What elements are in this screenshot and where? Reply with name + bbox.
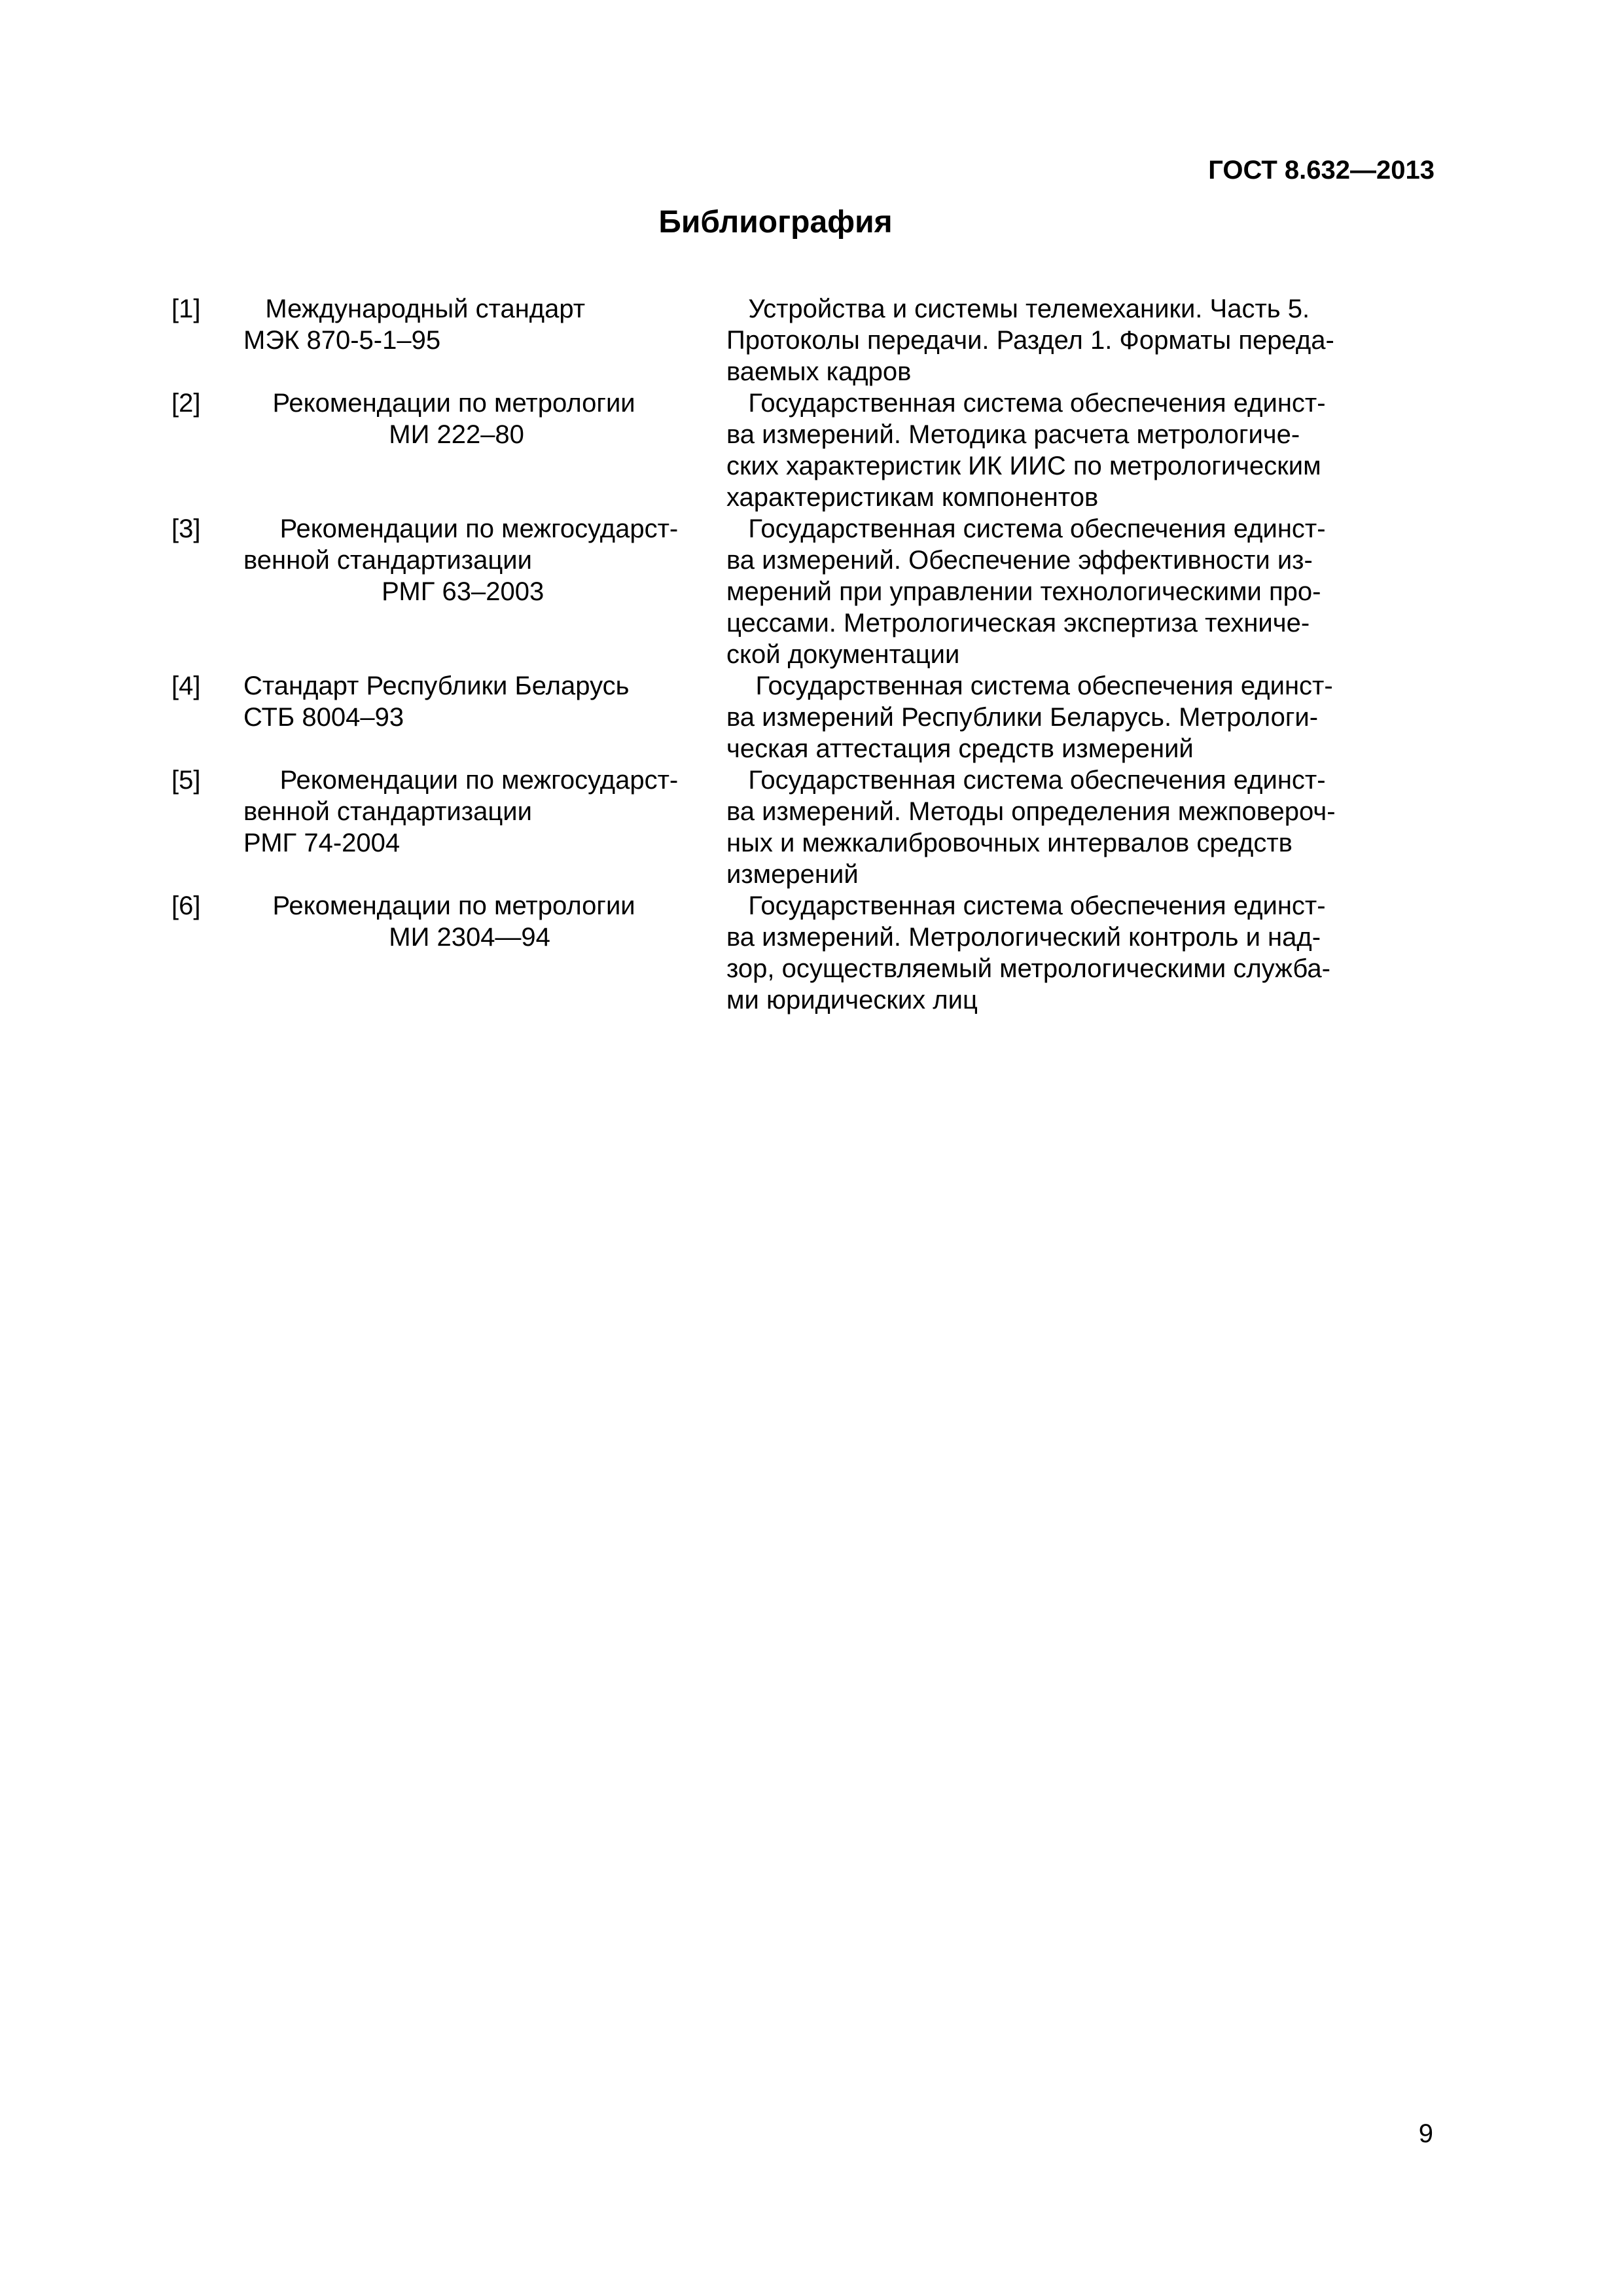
description-line: ва измерений. Методика расчета метрологиче- bbox=[726, 420, 1300, 449]
description-line: измерений bbox=[726, 860, 859, 889]
page-number: 9 bbox=[1418, 2119, 1433, 2148]
entry-number: [3] bbox=[171, 514, 201, 543]
reference-line: РМГ 63–2003 bbox=[243, 577, 544, 606]
reference-line: Рекомендации по метрологии bbox=[243, 891, 635, 920]
reference-line: Международный стандарт bbox=[243, 295, 586, 323]
description-line: Государственная система обеспечения единст- bbox=[726, 766, 1326, 795]
reference-line: РМГ 74-2004 bbox=[243, 829, 401, 857]
reference-line: МИ 222–80 bbox=[243, 420, 524, 449]
entry-number: [1] bbox=[171, 295, 201, 323]
entry-number: [4] bbox=[171, 672, 201, 700]
description-line: Устройства и системы телемеханики. Часть 5. bbox=[726, 295, 1310, 323]
description-line: характеристикам компонентов bbox=[726, 483, 1099, 512]
entry-reference bbox=[243, 764, 806, 859]
entry-reference bbox=[243, 890, 806, 953]
reference-line: СТБ 8004–93 bbox=[243, 703, 404, 732]
description-line: Протоколы передачи. Раздел 1. Форматы переда- bbox=[726, 326, 1334, 355]
description-line: ва измерений. Методы определения межповероч- bbox=[726, 797, 1336, 826]
standard-code: ГОСТ 8.632—2013 bbox=[1208, 156, 1435, 185]
entry-number: [2] bbox=[171, 389, 201, 418]
reference-line: Рекомендации по межгосударст- bbox=[243, 514, 679, 543]
reference-line: МИ 2304—94 bbox=[243, 923, 550, 952]
description-line: ской документации bbox=[726, 640, 960, 669]
description-line: цессами. Метрологическая экспертиза техниче- bbox=[726, 609, 1310, 637]
entry-reference bbox=[243, 670, 806, 733]
description-line: ческая аттестация средств измерений bbox=[726, 734, 1194, 763]
reference-line: Стандарт Республики Беларусь bbox=[243, 672, 630, 700]
entry-description bbox=[726, 670, 1387, 764]
reference-line: Рекомендации по межгосударст- bbox=[243, 766, 679, 795]
description-line: Государственная система обеспечения единст- bbox=[726, 514, 1326, 543]
description-line: Государственная система обеспечения единст- bbox=[726, 891, 1326, 920]
description-line: ных и межкалибровочных интервалов средств bbox=[726, 829, 1293, 857]
entry-description bbox=[726, 890, 1387, 1016]
entry-description bbox=[726, 293, 1387, 387]
reference-line: Рекомендации по метрологии bbox=[243, 389, 635, 418]
description-line: ва измерений. Метрологический контроль и над- bbox=[726, 923, 1321, 952]
description-line: Государственная система обеспечения единст- bbox=[726, 389, 1326, 418]
reference-line: венной стандартизации bbox=[243, 797, 532, 826]
description-line: ских характеристик ИК ИИС по метрологическим bbox=[726, 452, 1321, 480]
description-line: ва измерений. Обеспечение эффективности из- bbox=[726, 546, 1313, 575]
description-line: ваемых кадров bbox=[726, 357, 912, 386]
reference-line: МЭК 870-5-1–95 bbox=[243, 326, 441, 355]
entry-reference bbox=[243, 293, 806, 356]
entry-number: [6] bbox=[171, 891, 201, 920]
entry-description bbox=[726, 764, 1387, 890]
description-line: ва измерений Республики Беларусь. Метрологи- bbox=[726, 703, 1319, 732]
page-title: Библиография bbox=[658, 205, 893, 240]
description-line: Государственная система обеспечения единст- bbox=[726, 672, 1333, 700]
description-line: мерений при управлении технологическими про- bbox=[726, 577, 1321, 606]
description-line: зор, осуществляемый метрологическими служба- bbox=[726, 954, 1330, 983]
entry-reference bbox=[243, 513, 806, 607]
entry-description bbox=[726, 387, 1387, 513]
entry-description bbox=[726, 513, 1387, 670]
entry-reference bbox=[243, 387, 806, 450]
entry-number: [5] bbox=[171, 766, 201, 795]
description-line: ми юридических лиц bbox=[726, 986, 978, 1014]
reference-line: венной стандартизации bbox=[243, 546, 532, 575]
